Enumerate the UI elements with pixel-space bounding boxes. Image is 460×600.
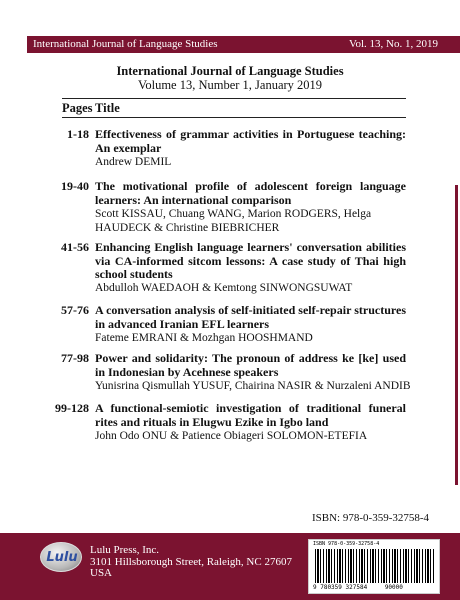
title-column-header: Title: [95, 101, 120, 115]
entry-title: The motivational profile of adolescent foreign language learners: An international comparison: [95, 179, 406, 207]
entry-title: A conversation analysis of self-initiated self-repair structures in advanced Iranian EFL learners: [95, 303, 406, 331]
entry-pages: 77-98: [61, 351, 89, 365]
entry-pages: 99-128: [55, 401, 89, 415]
publisher-address: 3101 Hillsborough Street, Raleigh, NC 27607: [90, 555, 292, 568]
pages-column-header: Pages: [62, 101, 93, 115]
logo-text: Lulu: [46, 550, 78, 565]
barcode-icon: [308, 539, 440, 594]
entry-title: Power and solidarity: The pronoun of address ke [ke] used in Indonesian by Acehnese speakers: [95, 351, 406, 379]
barcode-bars: [315, 549, 435, 583]
entry-pages: 19-40: [61, 179, 89, 193]
contents-subtitle: Volume 13, Number 1, January 2019: [137, 78, 323, 92]
lulu-logo-icon: [40, 542, 82, 572]
entry-title: A functional-semiotic investigation of traditional funeral rites and rituals in Elugwu Ezike in Igbo land: [95, 401, 406, 429]
entry-authors: Scott KISSAU, Chuang WANG, Marion RODGERS, Helga HAUDECK & Christine BIEBRICHER: [95, 208, 372, 234]
publisher-info: [90, 545, 292, 580]
rule-bottom: [62, 117, 406, 118]
entry-title: Effectiveness of grammar activities in Portuguese teaching: An exemplar: [95, 127, 406, 155]
entry-title: Enhancing English language learners' conversation abilities via CA-informed sitcom lessons: A case study of Thai high school students: [95, 240, 406, 281]
barcode-digits: 9 780359 327584 90000: [313, 584, 403, 591]
publisher-name: Lulu Press, Inc.: [90, 544, 160, 556]
isbn-number: ISBN: 978-0-359-32758-4: [312, 512, 430, 524]
entry-authors: Andrew DEMIL: [95, 156, 172, 168]
publisher-country: USA: [90, 567, 113, 579]
entry-authors: Abdulloh WAEDAOH & Kemtong SINWONGSUWAT: [95, 282, 353, 294]
journal-name: International Journal of Language Studies: [33, 38, 218, 50]
entry-authors: Fateme EMRANI & Mozhgan HOOSHMAND: [95, 332, 313, 344]
barcode-top-text: ISBN 978-0-359-32758-4: [313, 541, 380, 547]
entry-pages: 41-56: [61, 240, 89, 254]
entry-authors: Yunisrina Qismullah YUSUF, Chairina NASIR & Nurzaleni ANDIB: [95, 380, 411, 392]
entry-authors: John Odo ONU & Patience Obiageri SOLOMON-ETEFIA: [95, 430, 368, 442]
contents-title: International Journal of Language Studies: [116, 64, 344, 78]
running-header: [27, 36, 460, 53]
rule-top: [62, 98, 406, 99]
entry-pages: 57-76: [61, 303, 89, 317]
publisher-footer: [0, 533, 460, 600]
issue-info: Vol. 13, No. 1, 2019: [348, 38, 438, 50]
side-accent-bar: [455, 185, 458, 485]
entry-pages: 1-18: [67, 127, 89, 141]
